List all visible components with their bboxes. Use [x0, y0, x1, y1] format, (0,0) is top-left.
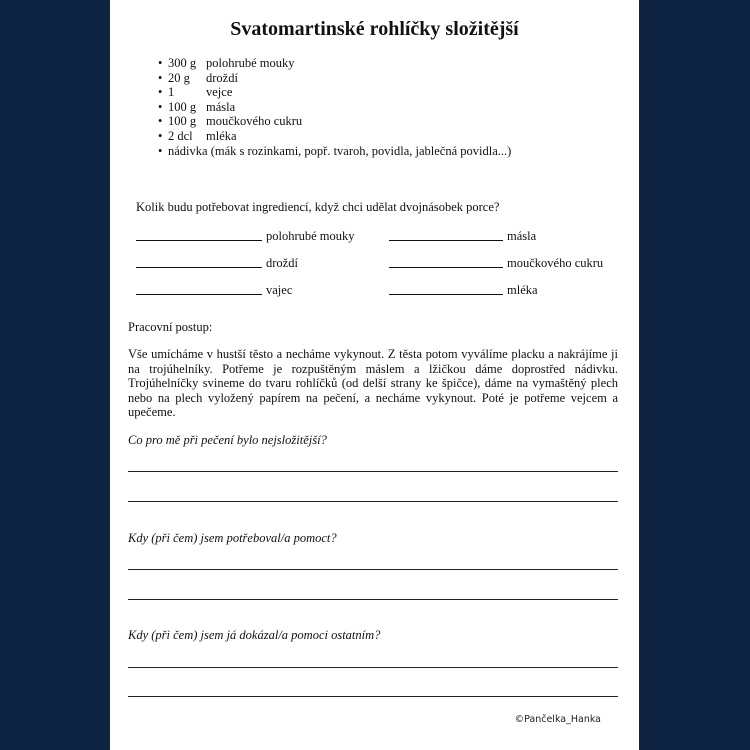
answer-line[interactable]	[128, 696, 618, 697]
ingredient-qty: 300 g	[168, 56, 197, 70]
calc-row-right	[389, 282, 538, 298]
calc-label: mléka	[507, 283, 538, 297]
answer-blank[interactable]	[389, 228, 503, 241]
list-item	[158, 144, 511, 159]
list-item	[158, 129, 511, 144]
ingredient-qty: 1	[168, 85, 175, 100]
ingredient-qty: 2 dcl	[168, 128, 193, 143]
calc-label: vajec	[266, 283, 293, 297]
list-item	[158, 100, 511, 115]
list-item	[158, 71, 511, 86]
answer-blank[interactable]	[389, 255, 503, 268]
ingredient-qty: 20 g	[168, 70, 190, 85]
calc-row-right	[389, 255, 603, 271]
calc-label: polohrubé mouky	[266, 229, 355, 243]
answer-blank[interactable]	[389, 282, 503, 295]
list-item	[158, 114, 511, 129]
answer-line[interactable]	[128, 471, 618, 472]
answer-line[interactable]	[128, 501, 618, 502]
answer-line[interactable]	[128, 569, 618, 570]
calc-row-left	[136, 282, 292, 298]
calc-row-right	[389, 228, 536, 244]
reflection-question: Kdy (při čem) jsem potřeboval/a pomoct?	[128, 531, 337, 545]
ingredient-name: droždí	[206, 70, 238, 85]
list-item	[158, 56, 511, 71]
calc-row-left	[136, 255, 298, 271]
calc-label: droždí	[266, 256, 298, 270]
answer-blank[interactable]	[136, 228, 262, 241]
list-item	[158, 85, 511, 100]
calc-label: moučkového cukru	[507, 256, 604, 270]
answer-blank[interactable]	[136, 282, 262, 295]
page-title: Svatomartinské rohlíčky složitější	[230, 18, 519, 40]
calc-label: másla	[507, 229, 537, 243]
calc-row-left	[136, 228, 355, 244]
procedure-text: Vše umícháme v hustší těsto a necháme vykynout. Z těsta potom vyválíme placku a nakrájíme ji na trojúhelníky. Potřeme je rozpuštěným máslem a lžičkou dáme doprostřed nádivku. Trojúhelníčky svineme do tvaru rohlíčků (od delší strany ke špičce), dáme na vymaštěný plech nebo na plech vyložený papírem na pečení, a necháme vykynout. Poté je potřeme vejcem a upečeme.	[128, 347, 618, 420]
ingredient-name: mléka	[206, 128, 237, 143]
answer-line[interactable]	[128, 599, 618, 600]
ingredient-name: vejce	[206, 85, 233, 100]
ingredient-list	[158, 56, 511, 158]
reflection-question: Co pro mě při pečení bylo nejsložitější?	[128, 433, 327, 447]
procedure-label: Pracovní postup:	[128, 320, 213, 334]
worksheet-page	[110, 0, 639, 750]
ingredient-name: polohrubé mouky	[206, 56, 295, 70]
ingredient-qty: 100 g	[168, 99, 197, 114]
copyright-footer: ©Pančelka_Hanka	[514, 714, 601, 725]
answer-line[interactable]	[128, 667, 618, 668]
ingredient-name: nádivka (mák s rozinkami, popř. tvaroh, povidla, jablečná povidla...)	[168, 143, 512, 158]
doubling-question: Kolik budu potřebovat ingrediencí, když chci udělat dvojnásobek porce?	[136, 200, 500, 214]
ingredient-qty: 100 g	[168, 114, 197, 129]
reflection-question: Kdy (při čem) jsem já dokázal/a pomoci ostatním?	[128, 628, 381, 642]
answer-blank[interactable]	[136, 255, 262, 268]
ingredient-name: másla	[206, 99, 236, 114]
ingredient-name: moučkového cukru	[206, 114, 303, 129]
